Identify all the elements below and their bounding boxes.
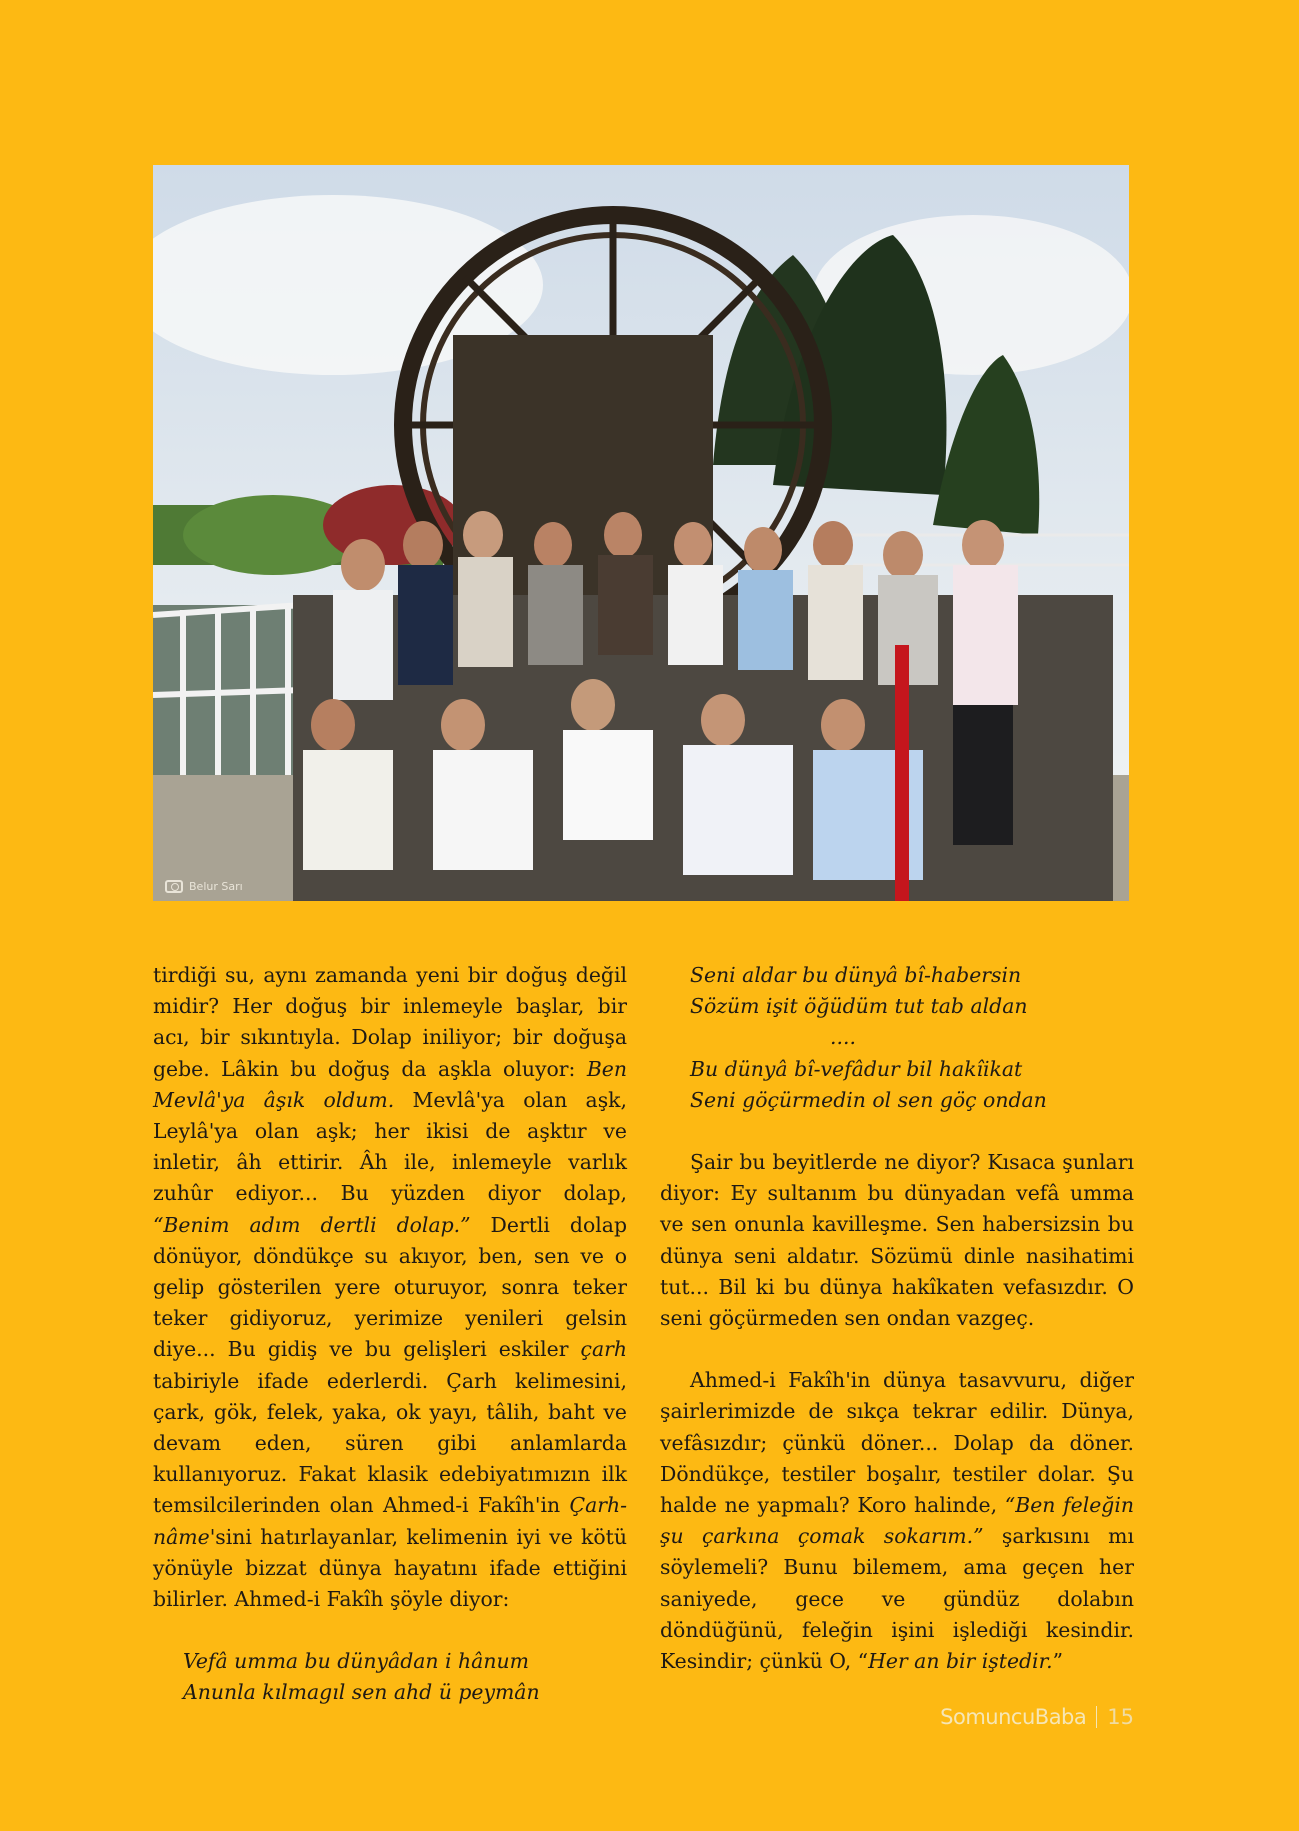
italic-quote: Ben Mevlâ'ya âşık oldum. [153, 1056, 627, 1112]
text-run: ” [1052, 1649, 1064, 1674]
verse-line: Sözüm işit öğüdüm tut tab aldan [690, 994, 1028, 1019]
verse-line: Seni göçürmedin ol sen göç ondan [690, 1087, 1047, 1112]
left-column [153, 960, 627, 1709]
photo-credit [165, 880, 243, 893]
page-footer [940, 1705, 1134, 1729]
text-run: Dertli dolap dönüyor, döndükçe su akıyor, ben, sen ve o gelip gösterilen yere oturuyor, sonra teker teker gidiyoruz, yerimize yenileri gelsin diye... Bu gidiş ve bu gelişleri eskiler [153, 1212, 627, 1362]
italic-title: Çarh-nâme [153, 1493, 627, 1549]
footer-divider [1096, 1706, 1097, 1728]
photo-credit-text: Belur Sarı [189, 880, 243, 893]
italic-quote: “Ben feleğin şu çarkına çomak sokarım.” [660, 1493, 1134, 1549]
verse-line: Bu dünyâ bî-vefâdur bil hakîikat [690, 1056, 1023, 1081]
magazine-brand: SomuncuBaba [940, 1705, 1087, 1729]
text-run: tabiriyle ifade ederlerdi. Çarh kelimesini, çark, gök, felek, yaka, ok yayı, tâlih, baht ve devam eden, süren gibi anlamlarda kullanıyoruz. Fakat klasik edebiyatımızın ilk temsilcilerinden olan Ahmed-i Fakîh'in [153, 1368, 627, 1518]
text-run: tirdiği su, aynı zamanda yeni bir doğuş değil midir? Her doğuş bir inlemeyle başlar, bir acı, bir sıkıntıyla. Dolap iniliyor; bir doğuşa gebe. Lâkin bu doğuş da aşkla oluyor: [153, 963, 627, 1081]
group-photo-waterwheel [153, 165, 1129, 901]
verse-line: Seni aldar bu dünyâ bî-habersin [690, 963, 1022, 987]
right-column [660, 960, 1134, 1677]
left-paragraph [153, 960, 627, 1615]
text-run: 'sini hatırlayanlar, kelimenin iyi ve kötü yönüyle bizzat dünya hayatını ifade ettiğini bilirler. Ahmed-i Fakîh şöyle diyor: [153, 1524, 627, 1612]
italic-quote: “Benim adım dertli dolap.” [153, 1212, 471, 1237]
text-run: Ahmed-i Fakîh'in dünya tasavvuru, diğer şairlerimizde de sıkça tekrar edilir. Dünya, vefâsızdır; çünkü döner... Dolap da döner. Döndükçe, testiler boşalır, testiler dolar. Şu halde ne yapmalı? Koro halinde, [660, 1368, 1134, 1518]
photo-illustration [153, 165, 1129, 901]
right-paragraph [660, 1365, 1134, 1677]
italic-quote: Her an bir iştedir. [868, 1649, 1053, 1674]
verse-line: Vefâ umma bu dünyâdan i hânum [183, 1649, 529, 1674]
camera-icon [165, 880, 183, 893]
text-run: şarkısını mı söylemeli? Bunu bilemem, ama geçen her saniyede, gece ve gündüz dolabın döndüğünü, feleğin işini işlediği kesindir. Kesindir; çünkü O, “ [660, 1524, 1134, 1674]
page-number: 15 [1107, 1705, 1134, 1729]
italic-term: çarh [580, 1337, 627, 1362]
text-run: Mevlâ'ya olan aşk, Leylâ'ya olan aşk; her ikisi de aşktır ve inletir, âh ettirir. Âh ile, inlemeyle varlık zuhûr ediyor... Bu yüzden diyor dolap, [153, 1087, 627, 1206]
poem-verse [660, 960, 1134, 1116]
right-paragraph: Şair bu beyitlerde ne diyor? Kısaca şunları diyor: Ey sultanım bu dünyadan vefâ umma ve sen onunla kavilleşme. Sen habersizsin bu dünya seni aldatır. Sözümü dinle nasihatimi tut... Bil ki bu dünya hakîkaten vefasızdır. O seni göçürmeden sen ondan vazgeç. [660, 1150, 1134, 1331]
poem-verse [153, 1646, 627, 1708]
verse-line: Anunla kılmagıl sen ahd ü peymân [183, 1680, 540, 1705]
verse-ellipsis: .... [830, 1025, 856, 1050]
